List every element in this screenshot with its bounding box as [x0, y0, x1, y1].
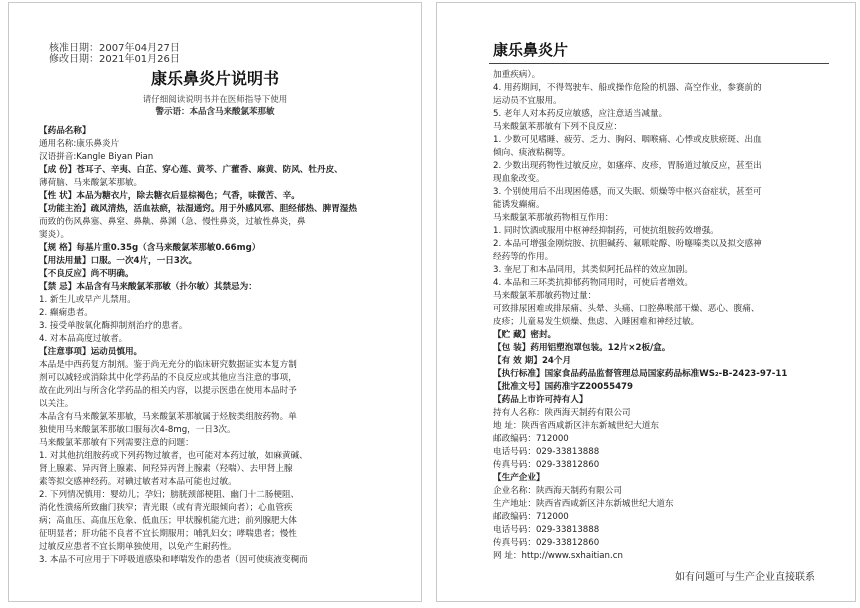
- text-line: 【批准文号】国药准字Z20055479: [493, 382, 634, 392]
- text-line: 邮政编码：712000: [493, 512, 569, 522]
- text-line: 病；高血压、高血压危象、低血压；甲状腺机能亢进；前列腺肥大体: [39, 516, 297, 526]
- text-line: 【药品名称】: [39, 126, 91, 136]
- text-line: 【药品上市许可持有人】: [493, 395, 588, 405]
- text-line: 网 址：http://www.sxhaitian.cn: [493, 551, 623, 561]
- text-line: 1. 新生儿或早产儿禁用。: [39, 295, 136, 305]
- text-line: 马来酸氯苯那敏有下列不良反应：: [493, 122, 622, 132]
- text-line: 能诱发癫痫。: [493, 200, 545, 210]
- text-line: 本品含有马来酸氯苯那敏，马来酸氯苯那敏属于烃胺类组胺药物。单: [39, 412, 297, 422]
- text-line: 马来酸氯苯那敏药物过量：: [493, 291, 597, 301]
- text-line: 电话号码：029-33813888: [493, 447, 600, 457]
- text-line: 2. 本品可增强金刚烷胺、抗胆碱药、氟哌啶醇、吩噻嗪类以及拟交感神: [493, 239, 762, 249]
- text-line: 3. 接受单胺氧化酶抑制剂治疗的患者。: [39, 321, 188, 331]
- text-line: 【功能主治】疏风清热，活血祛瘀，祛湿通窍。用于外感风邪、胆经郁热、脾胃湿热: [39, 204, 357, 214]
- text-line: 运动员不宜服用。: [493, 96, 562, 106]
- title-divider: [489, 63, 829, 64]
- text-line: 电话号码：029-33813888: [493, 525, 600, 535]
- text-line: 【禁 忌】本品含有马来酸氯苯那敏（扑尔敏）其禁忌为：: [39, 282, 257, 292]
- warning-text: 警示语：本品含马来酸氯苯那敏: [155, 107, 275, 117]
- text-line: 【贮 藏】密封。: [493, 330, 557, 340]
- text-line: 马来酸氯苯那敏药物相互作用：: [493, 213, 614, 223]
- text-line: 窦炎）。: [39, 230, 70, 240]
- text-line: 【不良反应】尚不明确。: [39, 269, 134, 279]
- text-line: 本品是中西药复方制剂。鉴于尚无充分的临床研究数据证实本复方制: [39, 360, 297, 370]
- text-line: 故在此列出与所含化学药品的相关内容，以提示医患在使用本品时予: [39, 386, 297, 396]
- text-line: 【性 状】本品为糖衣片，除去糖衣后显棕褐色；气香，味微苦、辛。: [39, 191, 300, 201]
- text-line: 传真号码：029-33812860: [493, 460, 600, 470]
- text-line: 5. 老年人对本药反应敏感，应注意适当减量。: [493, 109, 668, 119]
- text-line: 【用法用量】口服。一次4片，一日3次。: [39, 256, 198, 266]
- text-line: 生产地址：陕西省西咸新区沣东新城世纪大道东: [493, 499, 674, 509]
- text-line: 4. 用药期间，不得驾驶车、船或操作危险的机器、高空作业，参赛前的: [493, 83, 762, 93]
- text-line: 3. 奎尼丁和本品同用，其类似阿托品样的效应加剧。: [493, 265, 693, 275]
- usage-instruction: 请仔细阅读说明书并在医师指导下使用: [142, 95, 288, 105]
- text-line: 薄荷脑、马来酸氯苯那敏。: [39, 178, 143, 188]
- text-line: 【注意事项】运动员慎用。: [39, 347, 143, 357]
- text-line: 倾向、痰液粘稠等。: [493, 148, 571, 158]
- text-line: 可致排尿困难或排尿痛、头晕、头痛、口腔鼻喉部干燥、恶心、腹痛、: [493, 304, 760, 314]
- text-line: 加重疾病）。: [493, 70, 541, 80]
- text-line: 【有 效 期】24个月: [493, 356, 572, 366]
- text-line: 现血象改变。: [493, 174, 545, 184]
- text-line: 过敏反应患者不宜长期单独使用，以免产生耐药性。: [39, 542, 237, 552]
- left-leaflet-page: [8, 2, 422, 602]
- product-title: 康乐鼻炎片: [493, 41, 569, 59]
- text-line: 2. 癫痫患者。: [39, 308, 93, 318]
- text-line: 【成 份】苍耳子、辛夷、白芷、穿心莲、黄芩、广藿香、麻黄、防风、牡丹皮、: [39, 165, 343, 175]
- text-line: 肾上腺素、异丙肾上腺素、间羟异丙肾上腺素（羟喘）、去甲肾上腺: [39, 464, 293, 474]
- text-line: 企业名称：陕西海天制药有限公司: [493, 486, 622, 496]
- text-line: 【包 装】药用铝塑泡罩包装。12片×2板/盒。: [493, 343, 671, 353]
- text-line: 3. 本品不可应用于下呼吸道感染和哮喘发作的患者（因可使痰液变稠而: [39, 555, 308, 565]
- text-line: 2. 少数出现药物性过敏反应，如瘙痒、皮疹，胃肠道过敏反应，甚至出: [493, 161, 762, 171]
- text-line: 【执行标准】国家食品药品监督管理总局国家药品标准WS₂-B-2423-97-11: [493, 369, 788, 379]
- text-line: 通用名称:康乐鼻炎片: [39, 139, 120, 149]
- text-line: 经药等的作用。: [493, 252, 554, 262]
- right-leaflet-page: [436, 2, 856, 602]
- text-line: 1. 少数可见嗜睡、疲劳、乏力、胸闷、咽喉痛、心悸或皮肤瘀斑、出血: [493, 135, 762, 145]
- text-line: 邮政编码：712000: [493, 434, 569, 444]
- text-line: 独使用马来酸氯苯那敏口服每次4-8mg，一日3次。: [39, 425, 236, 435]
- approval-date: 核准日期：2007年04月27日: [49, 43, 180, 54]
- text-line: 4. 对本品高度过敏者。: [39, 334, 128, 344]
- text-line: 2. 下列情况慎用：婴幼儿；孕妇；膀胱颈部梗阻、幽门十二肠梗阻、: [39, 490, 300, 500]
- text-line: 持有人名称：陕西海天制药有限公司: [493, 408, 631, 418]
- text-line: 4. 本品和三环类抗抑郁药物同用时，可使后者增效。: [493, 278, 693, 288]
- leaflet-title: 康乐鼻炎片说明书: [150, 69, 279, 88]
- text-line: 3. 个别使用后不出现困倦感，而又失眠、烦燥等中枢兴奋症状，甚至可: [493, 187, 762, 197]
- text-line: 征明显者；肝功能不良者不宜长期服用；哺乳妇女；哮喘患者；慢性: [39, 529, 297, 539]
- text-line: 汉语拼音:Kangle Biyan Pian: [39, 152, 154, 162]
- contact-footer: 如有问题可与生产企业直接联系: [675, 572, 815, 583]
- text-line: 1. 对其他抗组胺药或下列药物过敏者，也可能对本药过敏，如麻黄碱、: [39, 451, 308, 461]
- text-line: 【规 格】每基片重0.35g（含马来酸氯苯那敏0.66mg）: [39, 243, 261, 253]
- text-line: 地 址：陕西省西咸新区沣东新城世纪大道东: [493, 421, 660, 431]
- text-line: 消化性溃疡所致幽门狭窄；青光眼（或有青光眼倾向者）；心血管疾: [39, 503, 293, 513]
- text-line: 皮疹；儿童易发生烦燥、焦虑、入睡困难和神经过敏。: [493, 317, 700, 327]
- text-line: 马来酸氯苯那敏有下列需要注意的问题：: [39, 438, 194, 448]
- text-line: 素等拟交感神经药。对碘过敏者对本品可能也过敏。: [39, 477, 237, 487]
- text-line: 以关注。: [39, 399, 74, 409]
- text-line: 传真号码：029-33812860: [493, 538, 600, 548]
- text-line: 1. 同时饮酒或服用中枢神经抑制药，可使抗组胺药效增强。: [493, 226, 719, 236]
- revision-date: 修改日期：2021年01月26日: [49, 54, 180, 65]
- text-line: 剂可以减轻或消除其中化学药品的不良反应或其他应当注意的事项，: [39, 373, 297, 383]
- text-line: 【生产企业】: [493, 473, 545, 483]
- text-line: 而致的伤风鼻塞、鼻窒、鼻鼽、鼻渊（急、慢性鼻炎，过敏性鼻炎，鼻: [39, 217, 306, 227]
